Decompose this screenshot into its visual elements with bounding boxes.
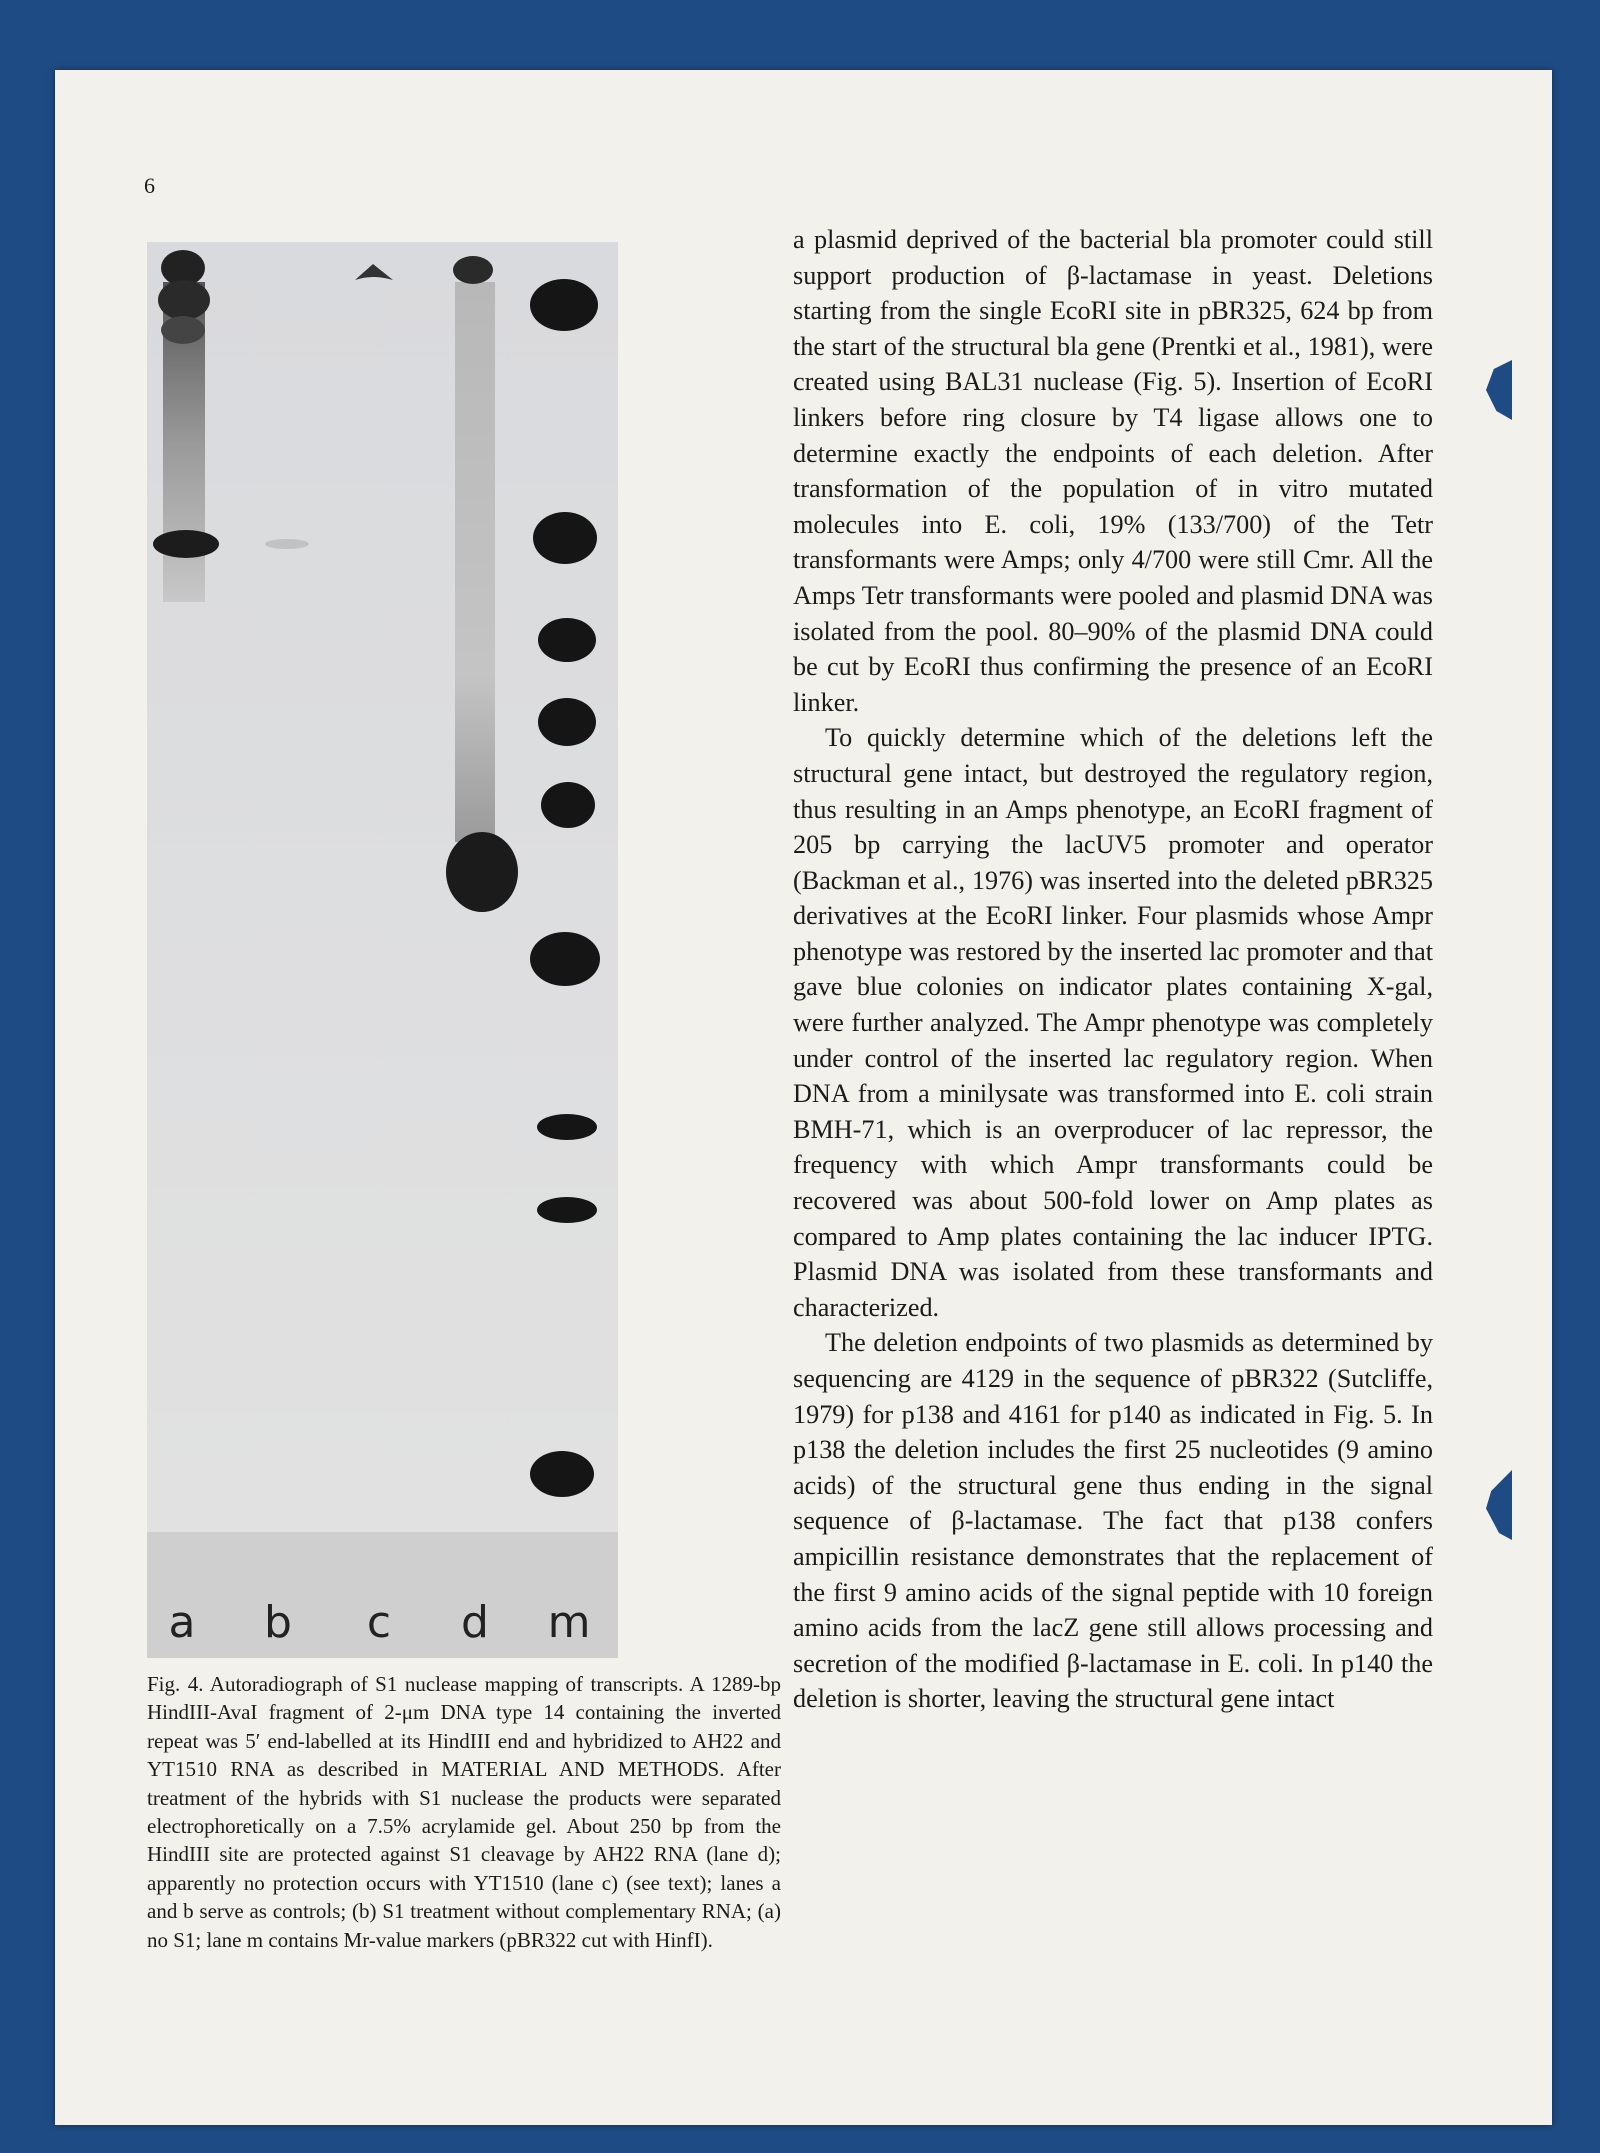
marker-band [533,512,597,564]
journal-page [55,70,1552,2125]
lane-d-protected-band [446,832,518,912]
marker-band [530,279,598,331]
marker-band [530,932,600,986]
lane-label-m: m [547,1597,591,1648]
marker-band [530,1451,594,1497]
body-paragraph: a plasmid deprived of the bacterial bla promoter could still support production of β-lactamase in yeast. Deletions starting from the single EcoRI site in pBR325, 624 bp from the start of the structural bla gene (Prentki et al., 1981), were created using BAL31 nuclease (Fig. 5). Insertion of EcoRI linkers before ring closure by T4 ligase allows one to determine exactly the endpoints of each deletion. After transformation of the population of in vitro mutated molecules into E. coli, 19% (133/700) of the Tetr transformants were Amps; only 4/700 were still Cmr. All the Amps Tetr transformants were pooled and plasmid DNA was isolated from the pool. 80–90% of the plasmid DNA could be cut by EcoRI thus confirming the presence of an EcoRI linker. [793,225,1433,717]
page-number: 6 [144,173,155,198]
page-edge-tear [1486,1470,1512,1540]
body-paragraph: The deletion endpoints of two plasmids as determined by sequencing are 4129 in the sequence of pBR322 (Sutcliffe, 1979) for p138 and 4161 for p140 as indicated in Fig. 5. In p138 the deletion includes the first 25 nucleotides (9 amino acids) of the structural gene thus ending in the signal sequence of β-lactamase. The fact that p138 confers ampicillin resistance demonstrates that the replacement of the first 9 amino acids of the signal peptide with 10 foreign amino acids from the lacZ gene still allows processing and secretion of the modified β-lactamase in E. coli. In p140 the deletion is shorter, leaving the structural gene intact [793,1328,1433,1714]
lane-d-smear [455,282,495,842]
marker-band [537,1114,597,1140]
lane-a-band [161,316,205,344]
lane-label-c: c [366,1597,392,1648]
lane-a-band [158,280,210,320]
figure-caption-text: Fig. 4. Autoradiograph of S1 nuclease mapping of transcripts. A 1289-bp HindIII-AvaI fragment of 2-μm DNA type 14 containing the inverted repeat was 5′ end-labelled at its HindIII end and hybridized to AH22 and YT1510 RNA as described in MATERIAL AND METHODS. After treatment of the hybrids with S1 nuclease the products were separated electrophoretically on a 7.5% acrylamide gel. About 250 bp from the HindIII site are protected against S1 cleavage by AH22 RNA (lane d); apparently no protection occurs with YT1510 (lane c) (see text); lanes a and b serve as controls; (b) S1 treatment without complementary RNA; (a) no S1; lane m contains Mr-value markers (pBR322 cut with HinfI). [147,1672,781,1952]
autoradiograph-figure [147,242,618,1658]
lane-b-band [265,539,309,549]
lane-label-b: b [264,1597,292,1648]
body-text-column [793,222,1433,1717]
lane-label-d: d [461,1597,489,1648]
figure-caption [147,1670,781,1954]
lane-label-a: a [168,1597,196,1648]
marker-band [538,618,596,662]
marker-band [538,698,596,746]
body-paragraph: To quickly determine which of the deletions left the structural gene intact, but destroyed the regulatory region, thus resulting in an Amps phenotype, an EcoRI fragment of 205 bp carrying the lacUV5 promoter and operator (Backman et al., 1976) was inserted into the deleted pBR325 derivatives at the EcoRI linker. Four plasmids whose Ampr phenotype was restored by the inserted lac promoter and that gave blue colonies on indicator plates containing X-gal, were further analyzed. The Ampr phenotype was completely under control of the inserted lac regulatory region. When DNA from a minilysate was transformed into E. coli strain BMH-71, which is an overproducer of lac repressor, the frequency with which Ampr transformants could be recovered was about 500-fold lower on Amp plates as compared to Amp plates containing the lac inducer IPTG. Plasmid DNA was isolated from these transformants and characterized. [793,723,1433,1322]
marker-band [541,782,595,828]
page-edge-tear [1486,360,1512,420]
lane-a-band [153,530,219,558]
lane-d-band [453,256,493,284]
marker-band [537,1197,597,1223]
